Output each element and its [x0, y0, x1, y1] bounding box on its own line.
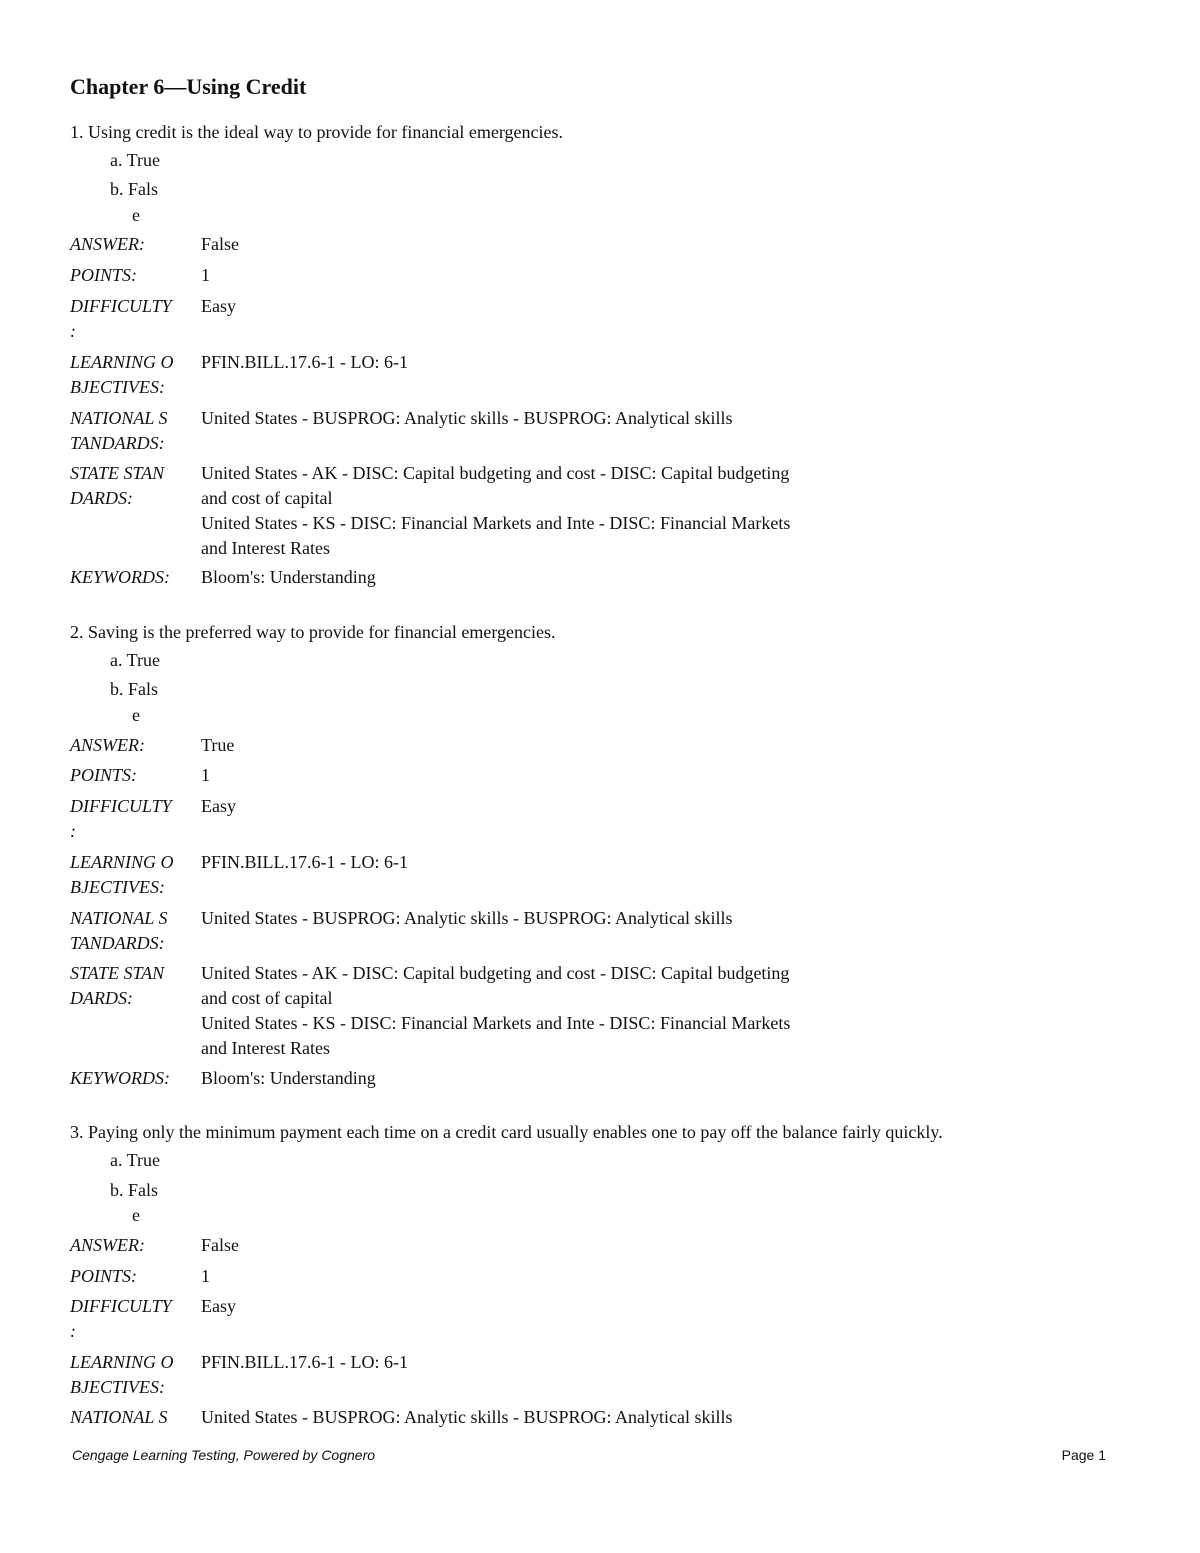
points-value: 1	[201, 1266, 210, 1286]
keywords-label: KEYWORDS:	[70, 567, 170, 587]
option-b: b. Fals	[110, 179, 159, 199]
national-standards-label: NATIONAL S	[70, 1407, 168, 1427]
keywords-value: Bloom's: Understanding	[201, 1068, 376, 1088]
option-b: b. Fals	[110, 1180, 159, 1200]
national-standards-value: United States - BUSPROG: Analytic skills - BUSPROG: Analytical skills	[201, 908, 733, 928]
page-number: Page 1	[1061, 1447, 1106, 1463]
state-standards-value: United States - AK - DISC: Capital budgeting and cost - DISC: Capital budgeting and cost of capital United States - KS - DISC: Financial Markets and Inte - DISC: Financial Markets and Interest Rates	[201, 963, 791, 1058]
state-standards-value: United States - AK - DISC: Capital budgeting and cost - DISC: Capital budgeting and cost of capital United States - KS - DISC: Financial Markets and Inte - DISC: Financial Markets and Interest Rates	[201, 463, 791, 558]
points-label: POINTS:	[70, 765, 137, 785]
points-label: POINTS:	[70, 1266, 137, 1286]
option-b: b. Fals	[110, 679, 159, 699]
learning-objectives-label: LEARNING O BJECTIVES:	[70, 852, 174, 897]
learning-objectives-label: LEARNING O BJECTIVES:	[70, 352, 174, 397]
option-a: a. True	[110, 650, 161, 670]
difficulty-label: DIFFICULTY :	[70, 796, 172, 841]
difficulty-value: Easy	[201, 796, 236, 816]
state-standards-label: STATE STAN DARDS:	[70, 463, 165, 508]
question-text: 1. Using credit is the ideal way to provide for financial emergencies.	[70, 122, 564, 142]
points-value: 1	[201, 265, 210, 285]
answer-value: False	[201, 1235, 239, 1255]
learning-objectives-value: PFIN.BILL.17.6-1 - LO: 6-1	[201, 1352, 408, 1372]
answer-value: True	[201, 735, 235, 755]
footer-credit: Cengage Learning Testing, Powered by Cognero	[72, 1447, 376, 1463]
option-a: a. True	[110, 1150, 161, 1170]
national-standards-label: NATIONAL S TANDARDS:	[70, 408, 168, 453]
national-standards-value: United States - BUSPROG: Analytic skills - BUSPROG: Analytical skills	[201, 1407, 733, 1427]
answer-label: ANSWER:	[70, 735, 145, 755]
answer-label: ANSWER:	[70, 1235, 145, 1255]
option-b-wrap: e	[132, 705, 140, 725]
option-b-wrap: e	[132, 205, 140, 225]
state-standards-label: STATE STAN DARDS:	[70, 963, 165, 1008]
option-b-wrap: e	[132, 1205, 140, 1225]
chapter-title: Chapter 6—Using Credit	[70, 74, 307, 99]
learning-objectives-label: LEARNING O BJECTIVES:	[70, 1352, 174, 1397]
difficulty-label: DIFFICULTY :	[70, 296, 172, 341]
answer-label: ANSWER:	[70, 234, 145, 254]
option-a: a. True	[110, 150, 161, 170]
learning-objectives-value: PFIN.BILL.17.6-1 - LO: 6-1	[201, 852, 408, 872]
difficulty-label: DIFFICULTY :	[70, 1296, 172, 1341]
difficulty-value: Easy	[201, 296, 236, 316]
question-text: 2. Saving is the preferred way to provide for financial emergencies.	[70, 622, 556, 642]
answer-value: False	[201, 234, 239, 254]
points-value: 1	[201, 765, 210, 785]
learning-objectives-value: PFIN.BILL.17.6-1 - LO: 6-1	[201, 352, 408, 372]
keywords-value: Bloom's: Understanding	[201, 567, 376, 587]
national-standards-label: NATIONAL S TANDARDS:	[70, 908, 168, 953]
keywords-label: KEYWORDS:	[70, 1068, 170, 1088]
national-standards-value: United States - BUSPROG: Analytic skills - BUSPROG: Analytical skills	[201, 408, 733, 428]
difficulty-value: Easy	[201, 1296, 236, 1316]
question-text: 3. Paying only the minimum payment each time on a credit card usually enables one to pay off the balance fairly quickly.	[70, 1122, 943, 1142]
points-label: POINTS:	[70, 265, 137, 285]
